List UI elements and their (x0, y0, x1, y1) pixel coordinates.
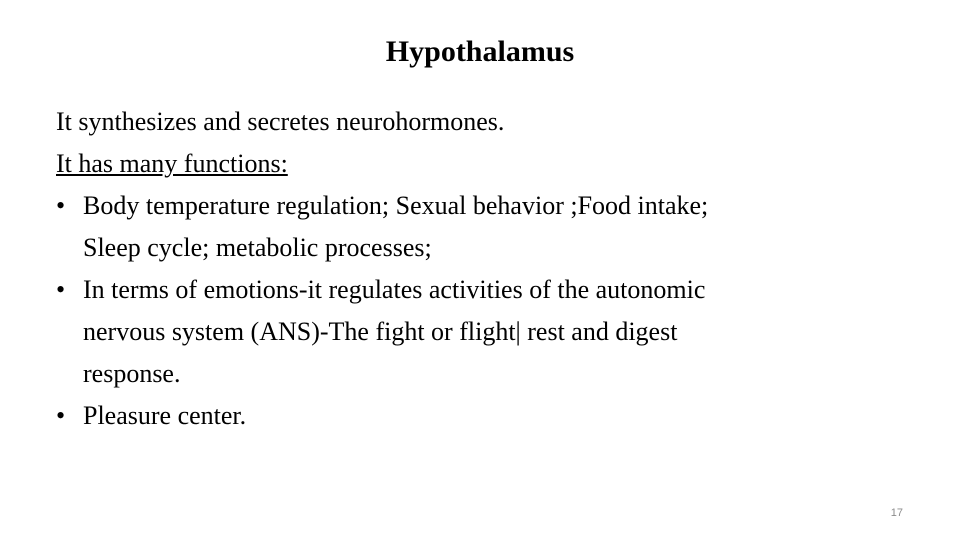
page-number: 17 (890, 507, 903, 519)
slide-body (56, 101, 916, 437)
slide-title: Hypothalamus (385, 35, 575, 68)
bullet-text (83, 269, 916, 395)
bullet-marker: • (56, 401, 66, 430)
bullet-line: Pleasure center. (83, 401, 247, 430)
bullet-line: Body temperature regulation; Sexual behavior ;Food intake; (83, 191, 709, 220)
bullet-marker: • (56, 275, 66, 304)
bullet-line: nervous system (ANS)-The fight or flight| rest and digest (83, 317, 678, 346)
bullet-line: Sleep cycle; metabolic processes; (83, 233, 432, 262)
bullet-item-pleasure-center (56, 395, 916, 437)
intro-paragraph: It synthesizes and secretes neurohormones. (56, 107, 505, 136)
bullet-item-physiological-functions (56, 185, 916, 269)
bullet-item-emotions (56, 269, 916, 395)
bullet-line: In terms of emotions-it regulates activities of the autonomic (83, 275, 706, 304)
functions-heading: It has many functions: (56, 149, 288, 178)
bullet-text (83, 185, 916, 269)
bullet-marker: • (56, 191, 66, 220)
bullet-text (83, 395, 916, 437)
bullet-line: response. (83, 359, 181, 388)
